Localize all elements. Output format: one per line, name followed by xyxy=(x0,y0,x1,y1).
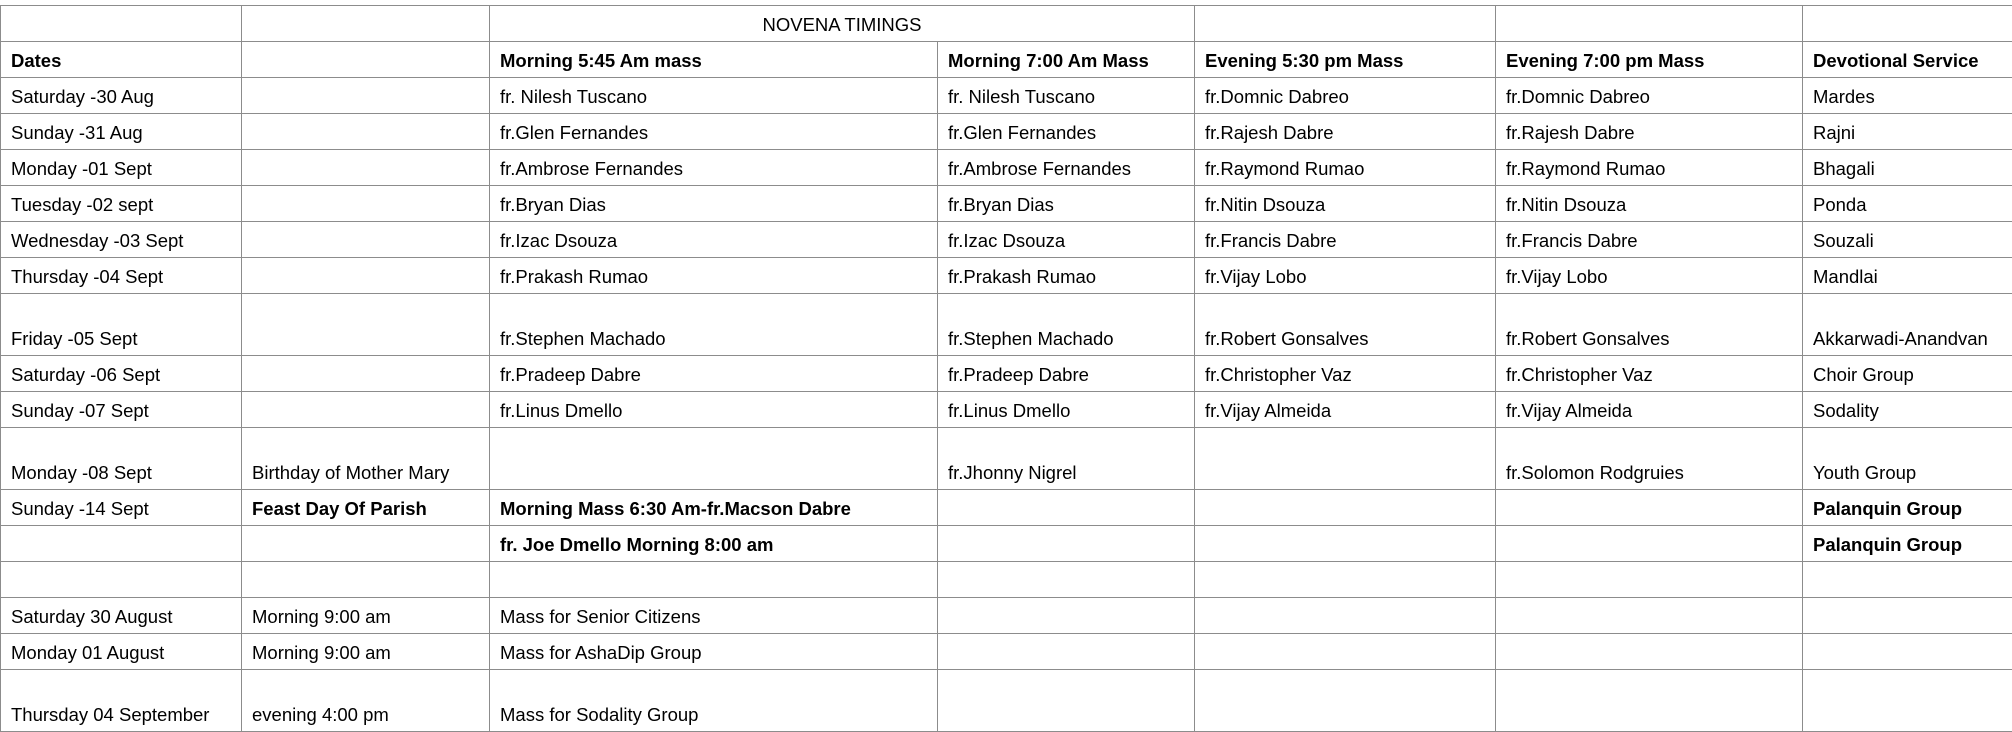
cell xyxy=(1803,634,2012,670)
feast-row xyxy=(1,490,2012,526)
date-cell: Sunday -07 Sept xyxy=(1,392,242,428)
empty-row xyxy=(1,562,2012,598)
priest-cell: fr.Rajesh Dabre xyxy=(1195,114,1496,150)
priest-cell: fr.Ambrose Fernandes xyxy=(490,150,938,186)
priest-cell: fr.Bryan Dias xyxy=(938,186,1195,222)
priest-cell: fr.Prakash Rumao xyxy=(938,258,1195,294)
date-cell: Wednesday -03 Sept xyxy=(1,222,242,258)
service-cell: Choir Group xyxy=(1803,356,2012,392)
date-cell: Saturday -06 Sept xyxy=(1,356,242,392)
cell xyxy=(1496,598,1803,634)
service-cell: Palanquin Group xyxy=(1803,526,2012,562)
priest-cell: fr.Izac Dsouza xyxy=(490,222,938,258)
title-row xyxy=(1,6,2012,42)
priest-cell: fr.Vijay Almeida xyxy=(1496,392,1803,428)
cell xyxy=(1803,670,2012,732)
date-cell: Saturday -30 Aug xyxy=(1,78,242,114)
time-cell: evening 4:00 pm xyxy=(242,670,490,732)
priest-cell: fr.Glen Fernandes xyxy=(938,114,1195,150)
sheet-title: NOVENA TIMINGS xyxy=(490,6,1195,42)
mass-cell: Mass for AshaDip Group xyxy=(490,634,938,670)
note-cell xyxy=(242,114,490,150)
priest-cell: fr.Prakash Rumao xyxy=(490,258,938,294)
service-cell: Souzali xyxy=(1803,222,2012,258)
priest-cell: fr.Linus Dmello xyxy=(490,392,938,428)
priest-cell: fr.Raymond Rumao xyxy=(1195,150,1496,186)
table-row xyxy=(1,294,2012,356)
date-cell: Saturday 30 August xyxy=(1,598,242,634)
table-row xyxy=(1,78,2012,114)
note-cell xyxy=(242,526,490,562)
priest-cell: fr.Nitin Dsouza xyxy=(1496,186,1803,222)
service-cell: Youth Group xyxy=(1803,428,2012,490)
priest-cell: fr.Domnic Dabreo xyxy=(1195,78,1496,114)
cell xyxy=(1496,634,1803,670)
cell xyxy=(1803,562,2012,598)
mass-cell: Morning Mass 6:30 Am-fr.Macson Dabre xyxy=(490,490,938,526)
priest-cell: fr.Bryan Dias xyxy=(490,186,938,222)
special-mass-row xyxy=(1,598,2012,634)
priest-cell: fr.Vijay Lobo xyxy=(1195,258,1496,294)
header-dates: Dates xyxy=(1,42,242,78)
time-cell: Morning 9:00 am xyxy=(242,598,490,634)
date-cell: Monday -08 Sept xyxy=(1,428,242,490)
cell xyxy=(1195,562,1496,598)
note-cell xyxy=(242,392,490,428)
date-cell xyxy=(1,526,242,562)
date-cell: Thursday 04 September xyxy=(1,670,242,732)
note-cell xyxy=(242,150,490,186)
cell xyxy=(1496,526,1803,562)
priest-cell xyxy=(1195,428,1496,490)
priest-cell: fr.Francis Dabre xyxy=(1496,222,1803,258)
service-cell: Mandlai xyxy=(1803,258,2012,294)
note-cell xyxy=(242,356,490,392)
date-cell: Sunday -14 Sept xyxy=(1,490,242,526)
date-cell: Monday 01 August xyxy=(1,634,242,670)
cell xyxy=(1195,598,1496,634)
note-cell xyxy=(242,294,490,356)
priest-cell: fr.Pradeep Dabre xyxy=(938,356,1195,392)
priest-cell: fr.Robert Gonsalves xyxy=(1496,294,1803,356)
service-cell: Akkarwadi-Anandvan xyxy=(1803,294,2012,356)
priest-cell: fr.Nitin Dsouza xyxy=(1195,186,1496,222)
service-cell: Sodality xyxy=(1803,392,2012,428)
priest-cell: fr.Vijay Lobo xyxy=(1496,258,1803,294)
cell xyxy=(1496,490,1803,526)
priest-cell: fr.Stephen Machado xyxy=(938,294,1195,356)
priest-cell: fr.Robert Gonsalves xyxy=(1195,294,1496,356)
priest-cell: fr. Nilesh Tuscano xyxy=(938,78,1195,114)
mass-cell: fr. Joe Dmello Morning 8:00 am xyxy=(490,526,938,562)
cell xyxy=(1496,562,1803,598)
table-row xyxy=(1,114,2012,150)
feast-row xyxy=(1,526,2012,562)
cell xyxy=(242,6,490,42)
header-morning-545: Morning 5:45 Am mass xyxy=(490,42,938,78)
note-cell xyxy=(242,78,490,114)
cell xyxy=(938,598,1195,634)
date-cell: Sunday -31 Aug xyxy=(1,114,242,150)
table-row xyxy=(1,356,2012,392)
table-row xyxy=(1,392,2012,428)
priest-cell: fr.Christopher Vaz xyxy=(1195,356,1496,392)
mass-cell: Mass for Sodality Group xyxy=(490,670,938,732)
table-row xyxy=(1,428,2012,490)
service-cell: Mardes xyxy=(1803,78,2012,114)
priest-cell: fr.Rajesh Dabre xyxy=(1496,114,1803,150)
date-cell: Monday -01 Sept xyxy=(1,150,242,186)
cell xyxy=(938,634,1195,670)
service-cell: Rajni xyxy=(1803,114,2012,150)
cell xyxy=(1496,6,1803,42)
header-morning-700: Morning 7:00 Am Mass xyxy=(938,42,1195,78)
note-cell xyxy=(242,222,490,258)
cell xyxy=(1195,634,1496,670)
priest-cell: fr.Francis Dabre xyxy=(1195,222,1496,258)
note-cell xyxy=(242,186,490,222)
novena-timings-table xyxy=(0,5,2012,732)
note-cell: Feast Day Of Parish xyxy=(242,490,490,526)
priest-cell: fr.Vijay Almeida xyxy=(1195,392,1496,428)
priest-cell: fr.Domnic Dabreo xyxy=(1496,78,1803,114)
cell xyxy=(1803,6,2012,42)
priest-cell: fr.Jhonny Nigrel xyxy=(938,428,1195,490)
cell xyxy=(1195,490,1496,526)
cell xyxy=(938,490,1195,526)
header-evening-700: Evening 7:00 pm Mass xyxy=(1496,42,1803,78)
mass-cell: Mass for Senior Citizens xyxy=(490,598,938,634)
special-mass-row xyxy=(1,670,2012,732)
cell xyxy=(490,562,938,598)
priest-cell: fr.Christopher Vaz xyxy=(1496,356,1803,392)
time-cell: Morning 9:00 am xyxy=(242,634,490,670)
header-devotional-service: Devotional Service xyxy=(1803,42,2012,78)
cell xyxy=(938,526,1195,562)
priest-cell: fr.Izac Dsouza xyxy=(938,222,1195,258)
table-row xyxy=(1,150,2012,186)
header-row xyxy=(1,42,2012,78)
cell xyxy=(1195,6,1496,42)
note-cell xyxy=(242,258,490,294)
cell xyxy=(1,562,242,598)
date-cell: Thursday -04 Sept xyxy=(1,258,242,294)
cell xyxy=(1195,526,1496,562)
cell xyxy=(1195,670,1496,732)
priest-cell: fr.Raymond Rumao xyxy=(1496,150,1803,186)
priest-cell: fr.Pradeep Dabre xyxy=(490,356,938,392)
cell xyxy=(938,670,1195,732)
cell xyxy=(1803,598,2012,634)
cell xyxy=(1,6,242,42)
table-row xyxy=(1,258,2012,294)
special-mass-row xyxy=(1,634,2012,670)
priest-cell: fr.Stephen Machado xyxy=(490,294,938,356)
priest-cell: fr. Nilesh Tuscano xyxy=(490,78,938,114)
cell xyxy=(242,562,490,598)
date-cell: Tuesday -02 sept xyxy=(1,186,242,222)
priest-cell: fr.Linus Dmello xyxy=(938,392,1195,428)
header-evening-530: Evening 5:30 pm Mass xyxy=(1195,42,1496,78)
table-row xyxy=(1,186,2012,222)
date-cell: Friday -05 Sept xyxy=(1,294,242,356)
note-cell: Birthday of Mother Mary xyxy=(242,428,490,490)
service-cell: Ponda xyxy=(1803,186,2012,222)
service-cell: Bhagali xyxy=(1803,150,2012,186)
cell xyxy=(1496,670,1803,732)
service-cell: Palanquin Group xyxy=(1803,490,2012,526)
priest-cell: fr.Glen Fernandes xyxy=(490,114,938,150)
cell xyxy=(938,562,1195,598)
priest-cell xyxy=(490,428,938,490)
table-row xyxy=(1,222,2012,258)
priest-cell: fr.Solomon Rodgruies xyxy=(1496,428,1803,490)
priest-cell: fr.Ambrose Fernandes xyxy=(938,150,1195,186)
header-blank xyxy=(242,42,490,78)
